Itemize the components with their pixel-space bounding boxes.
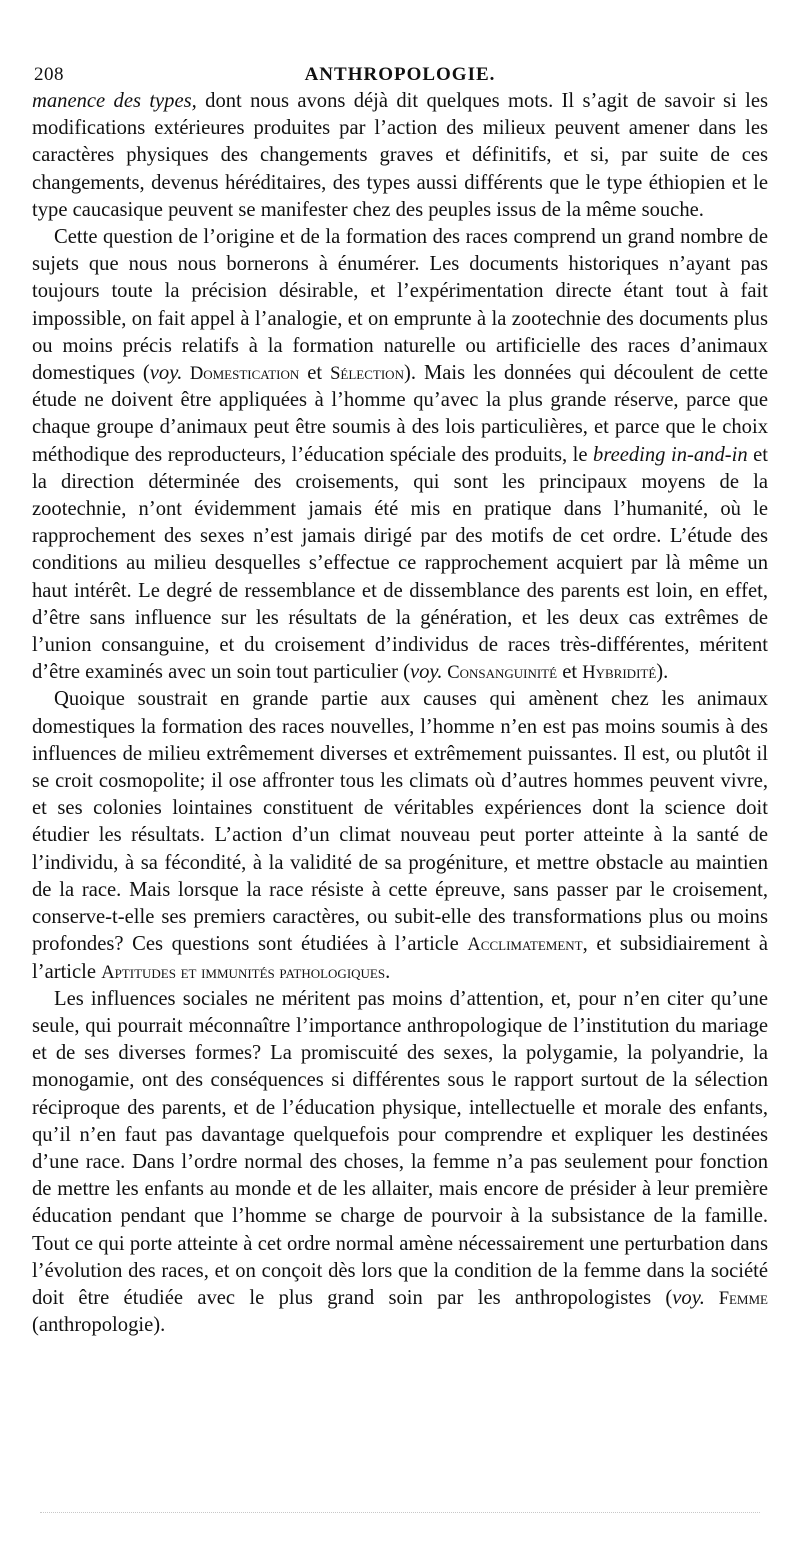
paragraph-text: , et subsidiairement à l’article	[32, 933, 768, 983]
cross-reference-consanguinite: Consanguinité	[442, 662, 558, 684]
paragraph-3	[32, 686, 768, 985]
body-text	[32, 88, 768, 1339]
cross-reference-acclimatement: Acclimatement	[467, 934, 583, 956]
voy-reference: voy.	[409, 661, 443, 684]
voy-reference: voy.	[149, 362, 183, 385]
page-header	[32, 58, 768, 88]
paragraph-text: (anthropologie).	[32, 1314, 166, 1337]
voy-reference: voy.	[672, 1286, 705, 1309]
running-title: ANTHROPOLOGIE.	[304, 64, 496, 85]
paragraph-4	[32, 986, 768, 1340]
italic-term: breeding in-and-in	[593, 443, 748, 466]
cross-reference-selection: Sélection	[330, 363, 404, 385]
paragraph-1	[32, 88, 768, 224]
paragraph-text: ). Mais les données qui découlent de cette étude ne doivent être appliquées à l’homme qu’avec la plus grande réserve, parce que chaque groupe d’animaux peut être soumis à des lois particulières, et parce que le choix méthodique des reproducteurs, l’éducation spéciale des produits, le	[32, 362, 768, 466]
paragraph-2	[32, 224, 768, 686]
italic-term: manence des types,	[32, 90, 197, 112]
paragraph-text: et	[299, 362, 331, 385]
paragraph-text: Les influences sociales ne méritent pas moins d’attention, et, pour n’en citer qu’une seule, qui pourrait méconnaître l’importance anthropologique de l’institution du mariage et de ses diverses formes? La promiscuité des sexes, la polygamie, la polyandrie, la monogamie, ont des conséquences si différentes sous le rapport surtout de la sélection réciproque des parents, et de l’éducation physique, intellectuelle et morale des enfants, qu’il n’en faut pas davantage quelquefois pour comprendre et expliquer les destinées d’une race. Dans l’ordre normal des choses, la femme n’a pas seulement pour fonction de mettre les enfants au monde et de les allaiter, mais encore de présider à leur première éducation pendant que l’homme se charge de pourvoir à la subsistance de la famille. Tout ce qui porte atteinte à cet ordre normal amène nécessairement une perturbation dans l’évolution des races, et on conçoit dès lors que la condition de la femme dans la société doit être étudiée avec le plus grand soin par les anthropologistes (	[32, 987, 768, 1309]
scan-artifact-line	[40, 1512, 760, 1517]
book-page	[32, 58, 768, 1339]
cross-reference-aptitudes: Aptitudes et immunités pathologiques	[101, 961, 386, 983]
paragraph-text: Cette question de l’origine et de la formation des races comprend un grand nombre de sujets que nous nous bornerons à énumérer. Les documents historiques n’ayant pas toujours toute la précision désirable, et l’expérimentation directe étant tout à fait impossible, on fait appel à l’analogie, et on emprunte à la zootechnie des documents plus ou moins précis relatifs à la formation naturelle ou artificielle des races d’animaux domestiques (	[32, 226, 768, 385]
paragraph-text: Quoique soustrait en grande partie aux causes qui amènent chez les animaux domestiques la formation des races nouvelles, l’homme n’en est pas moins soumis à des influences de milieu extrêmement diverses et extrêmement puissantes. Il est, ou plutôt il se croit cosmopolite; il ose affronter tous les climats où d’autres hommes peuvent vivre, et ses colonies lointaines constituent de véritables expériences dont la science doit étudier les résultats. L’action d’un climat nouveau peut porter atteinte à la santé de l’individu, à sa fécondité, à la validité de sa progéniture, et mettre obstacle au maintien de la race. Mais lorsque la race résiste à cette épreuve, sans passer par le croisement, conserve-t-elle ses premiers caractères, ou subit-elle des transformations plus ou moins profondes? Ces questions sont étudiées à l’article	[32, 688, 768, 956]
cross-reference-femme: Femme	[704, 1287, 768, 1309]
cross-reference-hybridite: Hybridité	[582, 662, 657, 684]
paragraph-text: et	[557, 661, 583, 684]
paragraph-text: et la direction déterminée des croisements, qui sont les principaux moyens de la zootechnie, n’ont évidemment jamais été mis en pratique dans l’humanité, où le rapprochement des sexes n’est jamais dirigé par des motifs de cet ordre. L’étude des conditions au milieu desquelles s’effectue ce rapprochement acquiert par là même un haut intérêt. Le degré de ressemblance et de dissemblance des parents est loin, en effet, d’être sans influence sur les résultats de la génération, et les deux cas extrêmes de l’union consanguine, et du croisement d’individus de races très-différentes, méritent d’être examinés avec un soin tout particulier (	[32, 443, 768, 684]
paragraph-text: .	[385, 960, 391, 983]
cross-reference-domestication: Domestication	[182, 363, 300, 385]
paragraph-text: ).	[656, 661, 669, 684]
paragraph-text: dont nous avons déjà dit quelques mots. Il s’agit de savoir si les modifications extérieures produites par l’action des milieux peuvent amener dans les caractères physiques des changements graves et définitifs, et si, par suite de ces changements, devenus héréditaires, des types aussi différents que le type éthiopien et le type caucasique peuvent se manifester chez des peuples issus de la même souche.	[32, 90, 768, 221]
page-number: 208	[34, 64, 64, 85]
